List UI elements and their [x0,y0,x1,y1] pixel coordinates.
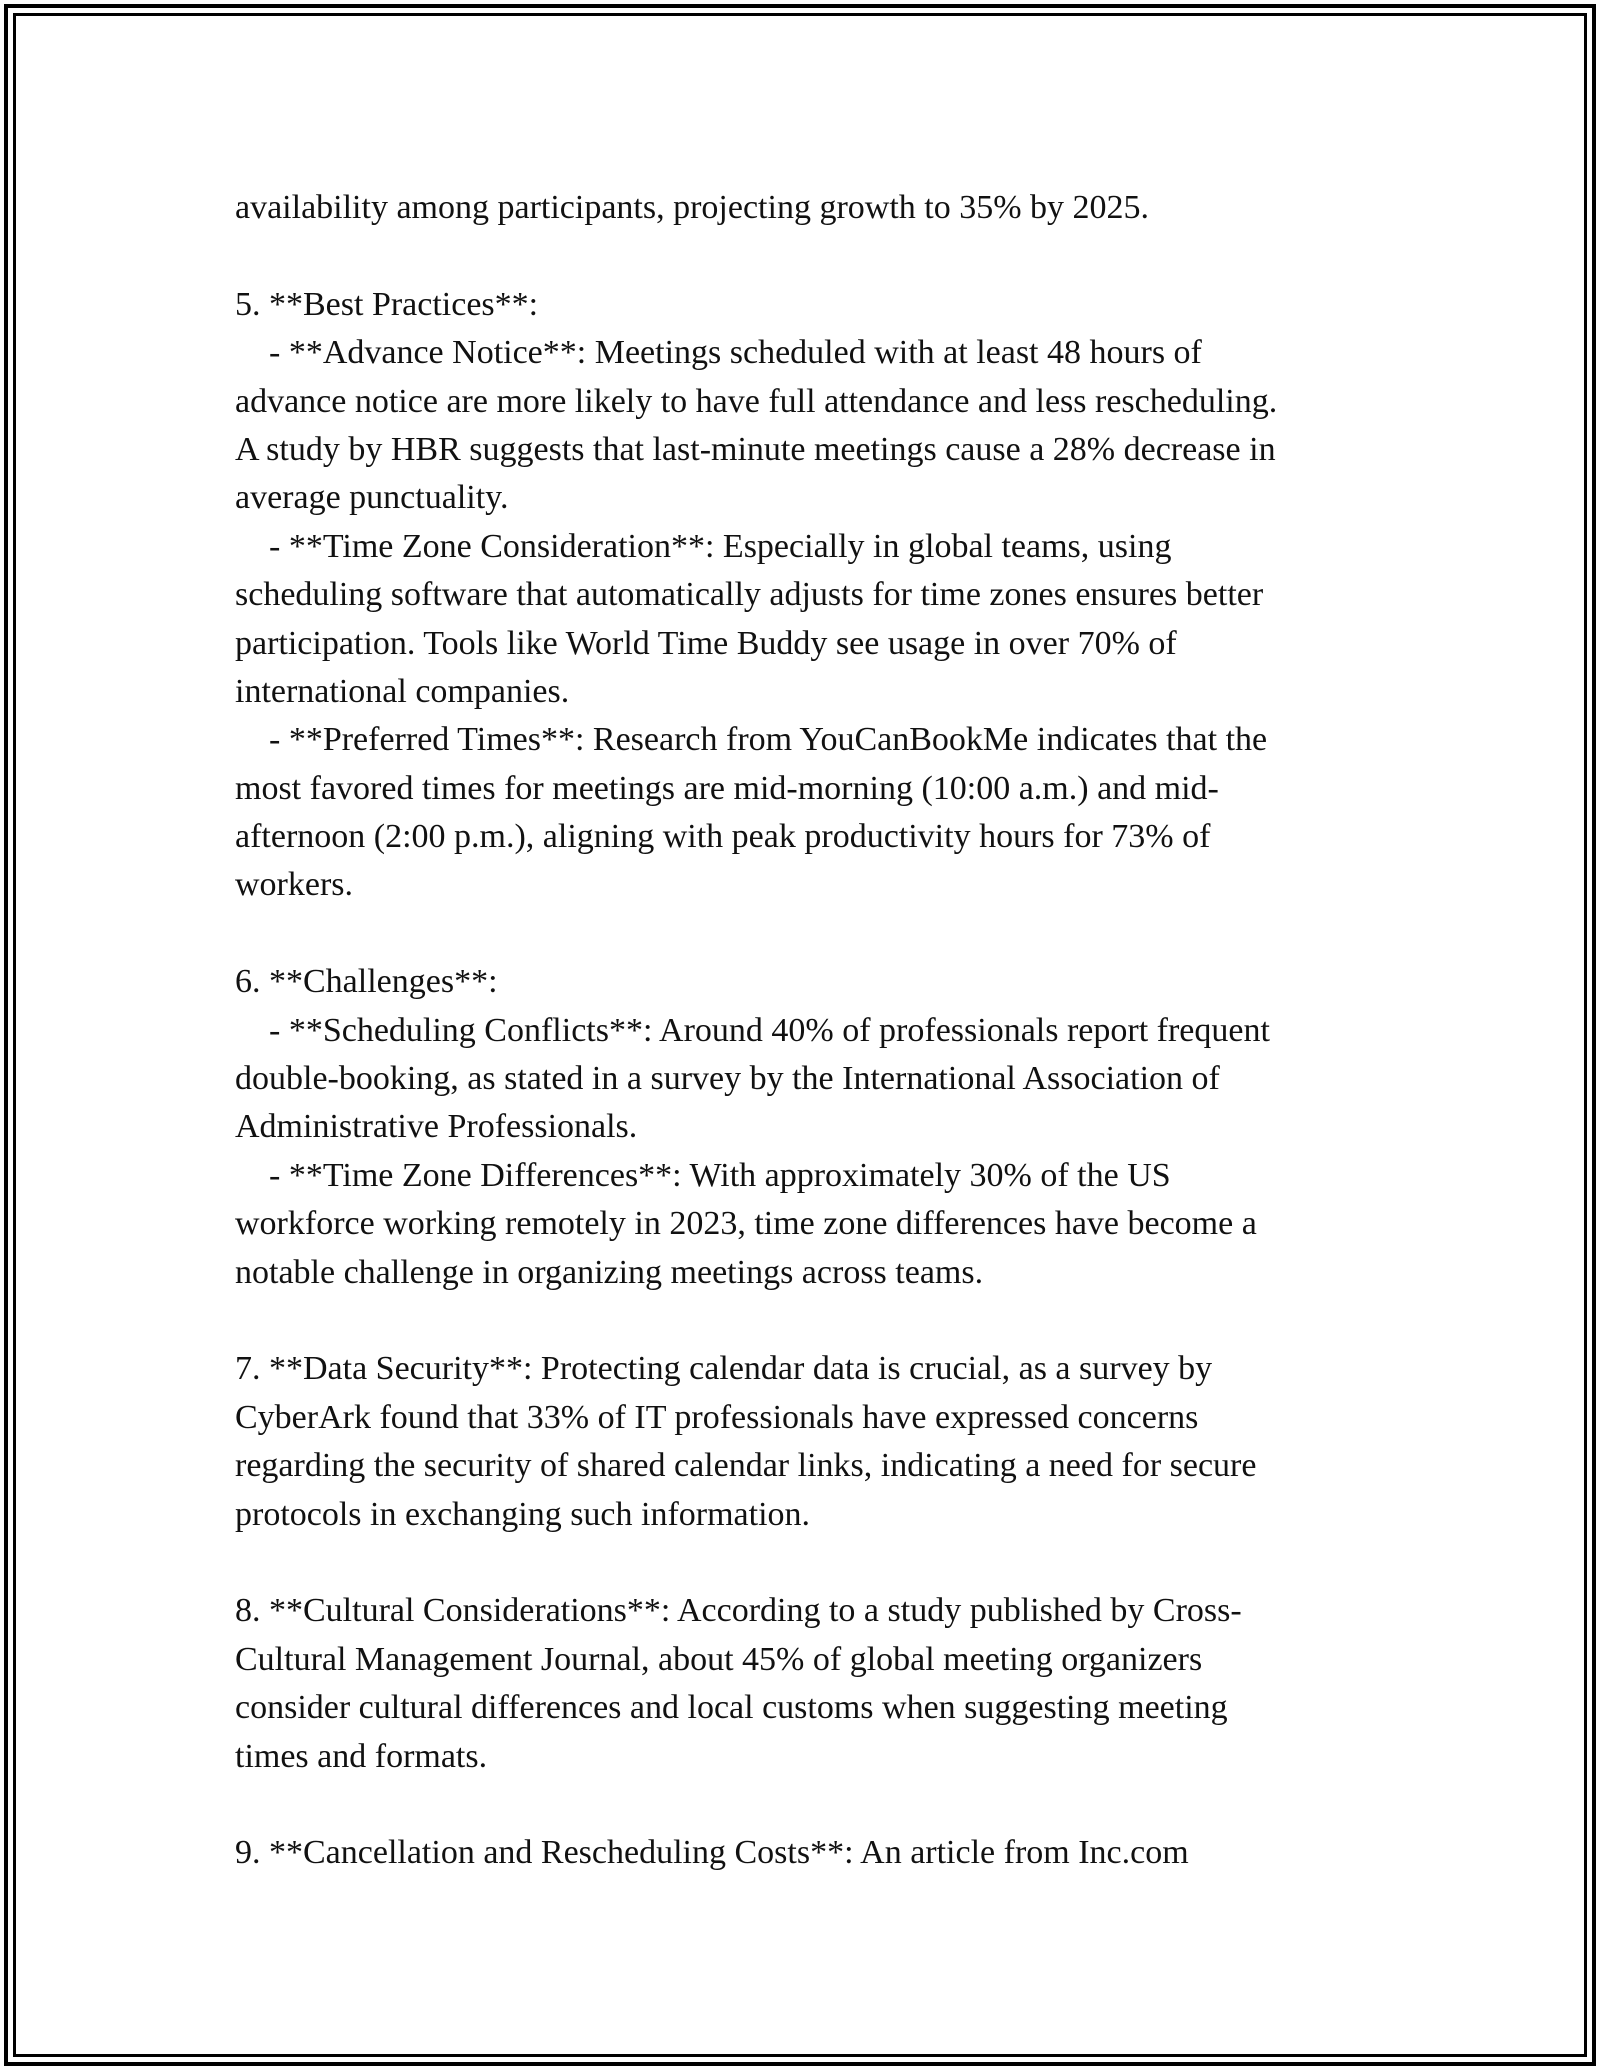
text-line: average punctuality. [235,479,509,517]
text-line: availability among participants, projecting growth to 35% by 2025. [235,189,1150,226]
bullet-time-zone-consideration: - **Time Zone Consideration**: Especially in global teams, using [235,527,1172,565]
text-line: workers. [235,866,354,904]
bullet-advance-notice: - **Advance Notice**: Meetings scheduled with at least 48 hours of [235,334,1202,372]
blank-line [235,1781,1395,1829]
section-heading-challenges: 6. **Challenges**: [235,963,498,1001]
text-line: most favored times for meetings are mid-morning (10:00 a.m.) and mid- [235,769,1219,807]
text-line: regarding the security of shared calendar links, indicating a need for secure [235,1447,1257,1485]
text-line: times and formats. [235,1737,488,1775]
text-line: participation. Tools like World Time Buddy see usage in over 70% of [235,624,1177,662]
bullet-time-zone-differences: - **Time Zone Differences**: With approximately 30% of the US [235,1156,1171,1194]
blank-line [235,1297,1395,1345]
section-heading-cancellation-costs: 9. **Cancellation and Rescheduling Costs**: An article from Inc.com [235,1834,1189,1872]
blank-line [235,232,1395,280]
text-line: afternoon (2:00 p.m.), aligning with peak productivity hours for 73% of [235,818,1211,856]
text-line: A study by HBR suggests that last-minute meetings cause a 28% decrease in [235,430,1276,468]
blank-line [235,1539,1395,1587]
blank-line [235,910,1395,958]
text-line: scheduling software that automatically adjusts for time zones ensures better [235,576,1264,614]
section-heading-cultural-considerations: 8. **Cultural Considerations**: According to a study published by Cross- [235,1592,1242,1630]
section-heading-data-security: 7. **Data Security**: Protecting calendar data is crucial, as a survey by [235,1350,1213,1388]
text-line: double-booking, as stated in a survey by the International Association of [235,1060,1220,1098]
text-line: notable challenge in organizing meetings across teams. [235,1253,984,1291]
document-body [235,184,1395,1878]
text-line: Administrative Professionals. [235,1108,638,1146]
text-line: advance notice are more likely to have full attendance and less rescheduling. [235,382,1278,420]
text-line: Cultural Management Journal, about 45% of global meeting organizers [235,1640,1203,1678]
text-line: international companies. [235,672,570,710]
bullet-preferred-times: - **Preferred Times**: Research from YouCanBookMe indicates that the [235,721,1268,759]
text-line: protocols in exchanging such information. [235,1495,811,1533]
section-heading-best-practices: 5. **Best Practices**: [235,285,539,323]
text-line: consider cultural differences and local customs when suggesting meeting [235,1689,1228,1727]
text-line: workforce working remotely in 2023, time zone differences have become a [235,1205,1257,1243]
bullet-scheduling-conflicts: - **Scheduling Conflicts**: Around 40% of professionals report frequent [235,1011,1270,1049]
text-line: CyberArk found that 33% of IT professionals have expressed concerns [235,1398,1199,1436]
